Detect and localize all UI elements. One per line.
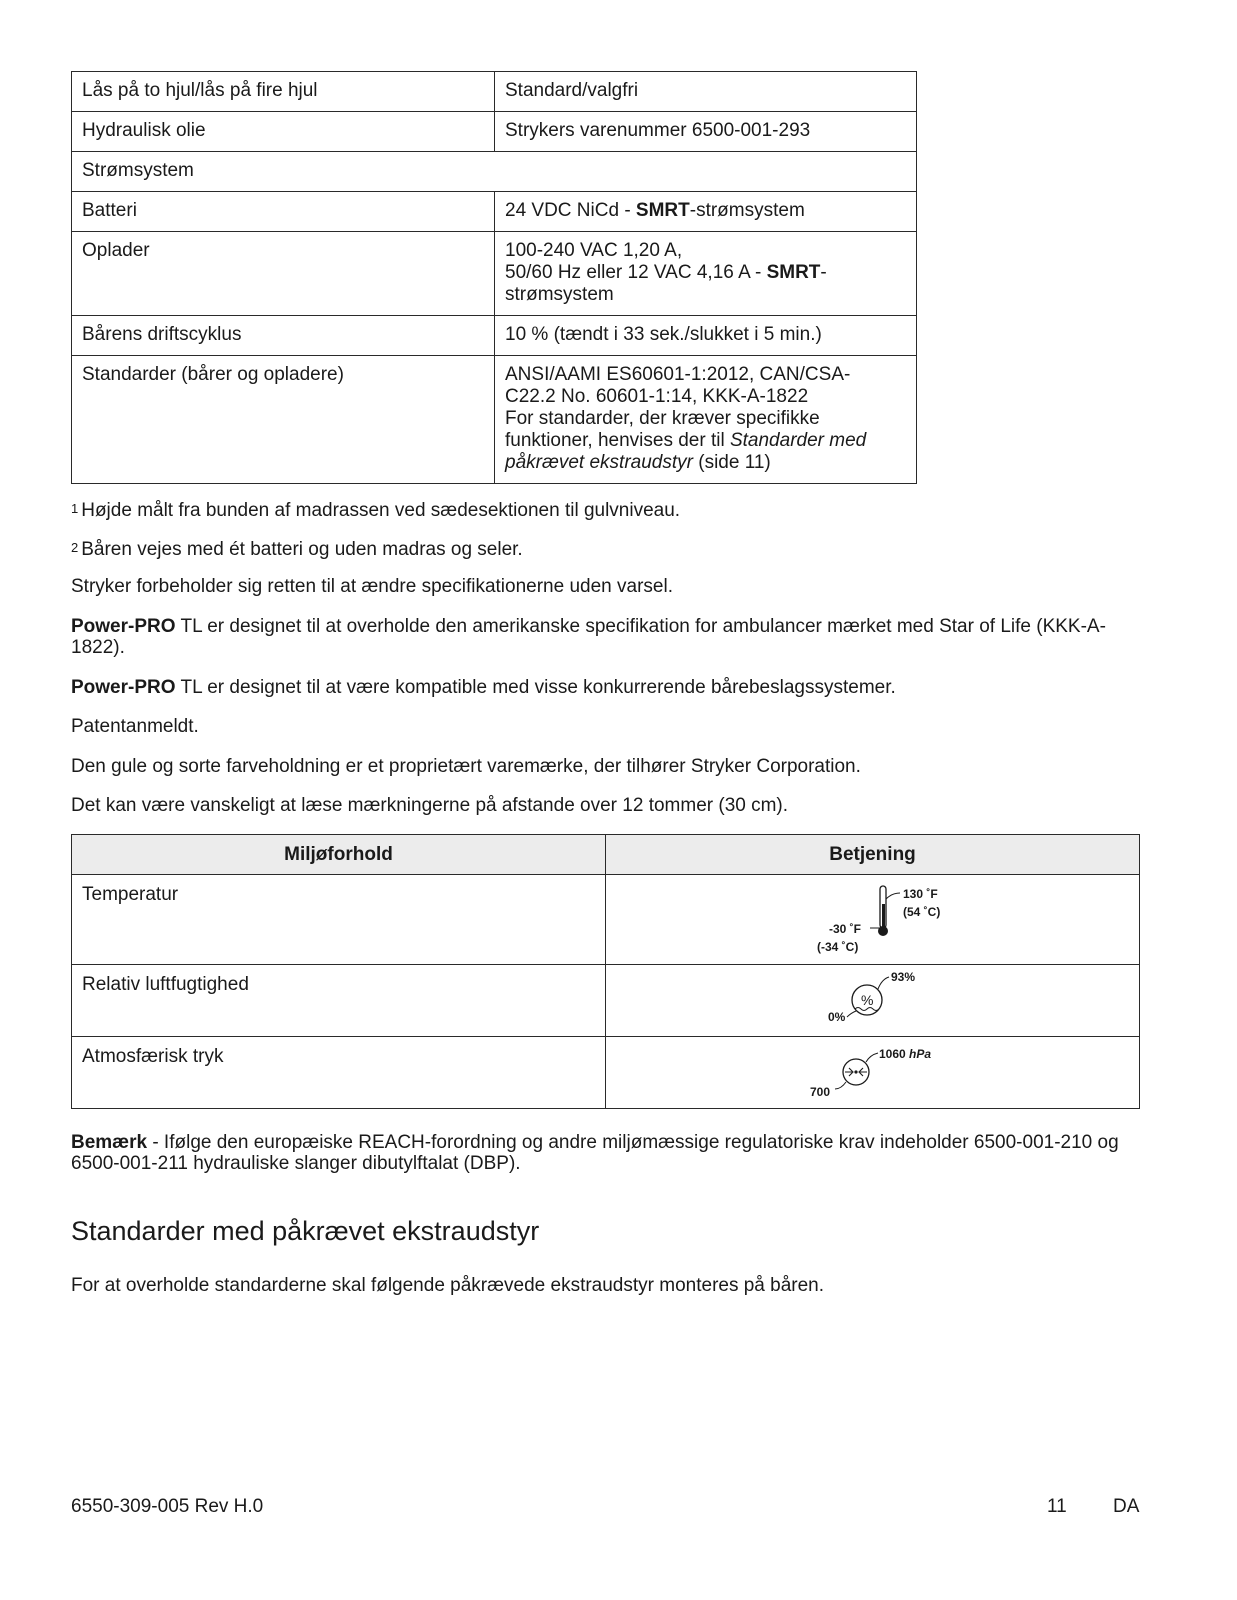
value-text: -strømsystem (689, 200, 805, 221)
specifications-table (71, 71, 917, 484)
cross-reference-link[interactable]: påkrævet ekstraudstyr (505, 452, 693, 473)
humidity-min-label: 0% (828, 1010, 846, 1024)
spec-label: Bårens driftscyklus (72, 316, 495, 356)
paragraph-text: TL er designet til at være kompatible med visse konkurrerende bårebeslagssystemer. (175, 677, 896, 698)
humidity-symbol-cell (606, 965, 1140, 1037)
footnote-number: 1 (71, 501, 79, 516)
footnote-number: 2 (71, 540, 79, 555)
pressure-max-value: 1060 (879, 1047, 906, 1061)
brand-name: Power-PRO (71, 616, 176, 637)
humidity-icon (606, 965, 1140, 1037)
temp-max-celsius: (54 ˚C) (903, 905, 941, 919)
column-header: Miljøforhold (72, 835, 606, 875)
condition-label: Relativ luftfugtighed (72, 965, 606, 1037)
paragraph-labels: Det kan være vanskeligt at læse mærkningerne på afstande over 12 tommer (30 cm). (71, 795, 789, 816)
spec-value: Standard/valgfri (495, 72, 917, 112)
paragraph-text: TL er designet til at overholde den amerikanske specifikation for ambulancer mærket med Star of Life (KKK-A-1822). (71, 616, 1106, 658)
table-section-row (72, 152, 917, 192)
spec-label: Standarder (bårer og opladere) (72, 356, 495, 484)
table-row (72, 356, 917, 484)
pressure-unit: hPa (909, 1047, 932, 1061)
paragraph-patent: Patentanmeldt. (71, 716, 199, 737)
table-row (72, 316, 917, 356)
note-paragraph (71, 1132, 1141, 1174)
value-line: strømsystem (505, 284, 614, 305)
pressure-max-label (879, 1047, 931, 1061)
humidity-max-label: 93% (891, 970, 916, 984)
brand-name: Power-PRO (71, 677, 176, 698)
spec-value: 10 % (tændt i 33 sek./slukket i 5 min.) (495, 316, 917, 356)
footnote-text: Båren vejes med ét batteri og uden madras og seler. (81, 539, 523, 560)
pressure-min-label: 700 (810, 1085, 831, 1099)
note-label: Bemærk (71, 1132, 148, 1153)
smrt-brand: SMRT (766, 262, 821, 283)
condition-label: Temperatur (72, 875, 606, 965)
table-row (72, 1037, 1140, 1109)
temp-min-label: -30 ˚F (829, 922, 862, 936)
spec-value: Strykers varenummer 6500-001-293 (495, 112, 917, 152)
value-line: C22.2 No. 60601-1:14, KKK-A-1822 (505, 386, 809, 407)
note-text: - Ifølge den europæiske REACH-forordning og andre miljømæssige regulatoriske krav indeholder 6500-001-210 og 6500-001-211 hydrauliske slanger dibutylftalat (DBP). (71, 1132, 1119, 1174)
paragraph-trademark: Den gule og sorte farveholdning er et proprietært varemærke, der tilhører Stryker Corporation. (71, 756, 861, 777)
spec-label: Oplader (72, 232, 495, 316)
pressure-symbol-cell (606, 1037, 1140, 1109)
value-text: 24 VDC NiCd - (505, 200, 636, 221)
svg-text:%: % (861, 992, 874, 1008)
temperature-symbol-cell (606, 875, 1140, 965)
value-line: 100-240 VAC 1,20 A, (505, 240, 683, 261)
paragraph-kkk (71, 616, 1141, 658)
spec-value (495, 192, 917, 232)
spec-value (495, 356, 917, 484)
environment-table (71, 834, 1140, 1109)
cross-reference-link[interactable]: Standarder med (729, 430, 867, 451)
condition-label: Atmosfærisk tryk (72, 1037, 606, 1109)
page-number: 11 (1047, 1496, 1067, 1517)
value-text: (side 11) (692, 452, 771, 473)
value-text: 50/60 Hz eller 12 VAC 4,16 A - (505, 262, 767, 283)
language-code: DA (1113, 1496, 1140, 1517)
table-header-row (72, 835, 1140, 875)
table-row (72, 965, 1140, 1037)
pressure-icon (606, 1037, 1140, 1109)
table-row (72, 72, 917, 112)
table-row (72, 232, 917, 316)
spec-label: Lås på to hjul/lås på fire hjul (72, 72, 495, 112)
temp-max-label: 130 ˚F (903, 887, 938, 901)
spec-label: Batteri (72, 192, 495, 232)
spec-section-heading: Strømsystem (72, 152, 917, 192)
footnote-text: Højde målt fra bunden af madrassen ved sædesektionen til gulvniveau. (81, 500, 681, 521)
temp-min-celsius: (-34 ˚C) (817, 940, 859, 954)
value-line: ANSI/AAMI ES60601-1:2012, CAN/CSA- (505, 364, 851, 385)
document-number: 6550-309-005 Rev H.0 (71, 1496, 264, 1517)
thermometer-icon (606, 875, 1140, 965)
section-intro: For at overholde standarderne skal følgende påkrævede ekstraudstyr monteres på båren. (71, 1275, 825, 1296)
table-row (72, 875, 1140, 965)
spec-value (495, 232, 917, 316)
table-row (72, 192, 917, 232)
smrt-brand: SMRT (635, 200, 690, 221)
value-line: For standarder, der kræver specifikke (505, 408, 820, 429)
value-text: funktioner, henvises der til (505, 430, 730, 451)
value-text: - (820, 262, 827, 283)
spec-label: Hydraulisk olie (72, 112, 495, 152)
section-title: Standarder med påkrævet ekstraudstyr (71, 1216, 540, 1246)
paragraph-reserve: Stryker forbeholder sig retten til at ændre specifikationerne uden varsel. (71, 576, 673, 597)
table-row (72, 112, 917, 152)
paragraph-compat (71, 677, 1141, 698)
column-header: Betjening (606, 835, 1140, 875)
footnote (71, 537, 1141, 560)
footnote (71, 498, 1141, 521)
